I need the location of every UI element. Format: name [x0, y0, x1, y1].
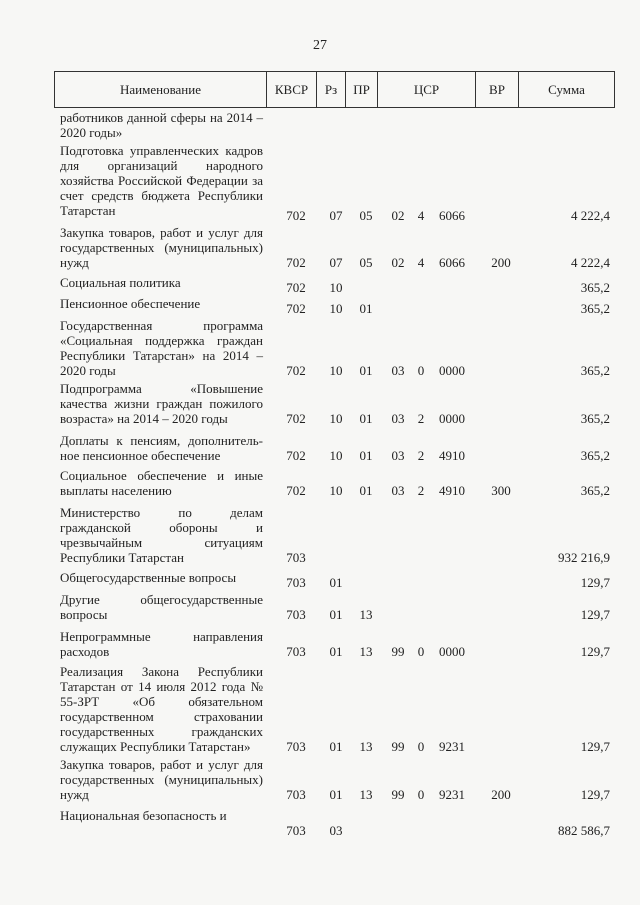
row-c3: 6066 — [439, 208, 465, 223]
row-c2: 2 — [417, 448, 425, 463]
row-name: Закупка товаров, работ и услуг для государственных (муниципальных) нужд — [60, 225, 263, 270]
row-kvsr: 703 — [286, 550, 306, 565]
row-pr: 13 — [359, 739, 373, 754]
row-sum: 365,2 — [580, 448, 610, 463]
row-name: Закупка товаров, работ и услуг для государственных (муниципальных) нужд — [60, 757, 263, 802]
row-sum: 129,7 — [580, 644, 610, 659]
header-rz: Рз — [317, 72, 346, 107]
page-number: 27 — [313, 38, 327, 53]
row-name: Министерство по делам гражданской обороны и чрезвычайным ситуациям Республики Татарстан — [60, 505, 263, 565]
row-kvsr: 702 — [286, 301, 306, 316]
table-row — [60, 664, 620, 754]
row-pr: 01 — [359, 448, 373, 463]
row-sum: 365,2 — [580, 301, 610, 316]
row-rz: 10 — [329, 363, 343, 378]
row-rz: 03 — [329, 823, 343, 838]
row-sum: 129,7 — [580, 739, 610, 754]
row-rz: 01 — [329, 575, 343, 590]
row-rz: 10 — [329, 301, 343, 316]
row-kvsr: 703 — [286, 823, 306, 838]
row-sum: 129,7 — [580, 787, 610, 802]
row-c3: 0000 — [439, 411, 465, 426]
row-kvsr: 702 — [286, 280, 306, 295]
row-rz: 01 — [329, 787, 343, 802]
row-name: Пенсионное обеспечение — [60, 296, 201, 311]
row-sum: 365,2 — [580, 363, 610, 378]
header-name: Наименование — [55, 72, 267, 107]
row-c2: 0 — [417, 787, 425, 802]
row-sum: 4 222,4 — [571, 208, 610, 223]
table-row — [60, 433, 620, 463]
row-c3: 9231 — [439, 739, 465, 754]
row-rz: 10 — [329, 483, 343, 498]
row-pr: 01 — [359, 411, 373, 426]
row-name: Реализация Закона Республики Татарстан от 14 июля 2012 года № 55-ЗРТ «Об обязательном государственном страховании государственных гражданских служащих Республики Татарстан» — [60, 664, 263, 754]
row-sum: 365,2 — [580, 280, 610, 295]
row-c1: 03 — [391, 483, 405, 498]
row-c3: 4910 — [439, 483, 465, 498]
row-sum: 882 586,7 — [558, 823, 610, 838]
table-row — [60, 592, 620, 622]
row-c3: 6066 — [439, 255, 465, 270]
row-kvsr: 703 — [286, 787, 306, 802]
row-name: Общегосударственные вопросы — [60, 570, 237, 585]
row-pr: 13 — [359, 787, 373, 802]
row-c2: 4 — [417, 255, 425, 270]
row-c1: 03 — [391, 448, 405, 463]
row-pr: 05 — [359, 255, 373, 270]
row-vr: 200 — [491, 255, 511, 270]
row-rz: 10 — [329, 411, 343, 426]
table-header — [54, 71, 615, 108]
row-c2: 2 — [417, 411, 425, 426]
row-c2: 4 — [417, 208, 425, 223]
header-vr: ВР — [476, 72, 519, 107]
row-name: Непрограммные направления расходов — [60, 629, 263, 659]
row-c1: 03 — [391, 363, 405, 378]
table-row — [60, 275, 620, 295]
row-c1: 03 — [391, 411, 405, 426]
row-rz: 10 — [329, 448, 343, 463]
row-c2: 2 — [417, 483, 425, 498]
row-rz: 01 — [329, 607, 343, 622]
row-c3: 4910 — [439, 448, 465, 463]
row-rz: 01 — [329, 739, 343, 754]
row-kvsr: 702 — [286, 208, 306, 223]
row-kvsr: 702 — [286, 483, 306, 498]
row-c1: 99 — [391, 644, 405, 659]
row-kvsr: 703 — [286, 739, 306, 754]
table-row — [60, 318, 620, 378]
table-row — [60, 381, 620, 426]
row-kvsr: 702 — [286, 255, 306, 270]
row-name: Социальная политика — [60, 275, 181, 290]
row-name: работников данной сферы на 2014 – 2020 годы» — [60, 110, 263, 140]
row-c1: 02 — [391, 255, 405, 270]
row-kvsr: 702 — [286, 448, 306, 463]
table-row — [60, 505, 620, 565]
table-row — [60, 143, 620, 223]
row-vr: 300 — [491, 483, 511, 498]
row-sum: 932 216,9 — [558, 550, 610, 565]
row-kvsr: 703 — [286, 644, 306, 659]
row-sum: 365,2 — [580, 483, 610, 498]
row-c1: 99 — [391, 787, 405, 802]
row-pr: 01 — [359, 363, 373, 378]
row-name: Другие общегосударственные вопросы — [60, 592, 263, 622]
row-sum: 129,7 — [580, 575, 610, 590]
table-row — [60, 570, 620, 590]
row-name: Подготовка управленческих кадров для организаций народного хозяйства Российской Федерации за счет средств бюджета Республики Татарстан — [60, 143, 263, 218]
row-pr: 01 — [359, 483, 373, 498]
table-row — [60, 629, 620, 659]
row-c3: 0000 — [439, 363, 465, 378]
table-row — [60, 757, 620, 802]
table-row — [60, 468, 620, 498]
row-pr: 05 — [359, 208, 373, 223]
row-pr: 13 — [359, 607, 373, 622]
row-name: Подпрограмма «Повышение качества жизни граждан пожилого возраста» на 2014 – 2020 годы — [60, 381, 263, 426]
row-kvsr: 703 — [286, 607, 306, 622]
row-name: Национальная безопасность и — [60, 808, 227, 823]
header-csr: ЦСР — [378, 72, 476, 107]
table-row — [60, 110, 620, 140]
header-kvsr: КВСР — [267, 72, 317, 107]
row-kvsr: 702 — [286, 411, 306, 426]
row-c2: 0 — [417, 644, 425, 659]
row-kvsr: 703 — [286, 575, 306, 590]
table-row — [60, 296, 620, 316]
row-c2: 0 — [417, 363, 425, 378]
row-c3: 9231 — [439, 787, 465, 802]
row-sum: 365,2 — [580, 411, 610, 426]
row-name: Государственная программа «Социальная поддержка граждан Республики Татарстан» на 2014 – 2020 годы — [60, 318, 263, 378]
row-rz: 07 — [329, 255, 343, 270]
row-c1: 99 — [391, 739, 405, 754]
row-sum: 129,7 — [580, 607, 610, 622]
row-sum: 4 222,4 — [571, 255, 610, 270]
row-rz: 10 — [329, 280, 343, 295]
table-row — [60, 225, 620, 270]
row-c1: 02 — [391, 208, 405, 223]
row-pr: 13 — [359, 644, 373, 659]
row-vr: 200 — [491, 787, 511, 802]
row-name: Доплаты к пенсиям, дополнитель-ное пенсионное обеспечение — [60, 433, 263, 463]
row-c2: 0 — [417, 739, 425, 754]
row-rz: 07 — [329, 208, 343, 223]
row-name: Социальное обеспечение и иные выплаты населению — [60, 468, 263, 498]
table-row — [60, 808, 620, 838]
row-c3: 0000 — [439, 644, 465, 659]
header-pr: ПР — [346, 72, 378, 107]
header-sum: Сумма — [548, 81, 585, 97]
row-kvsr: 702 — [286, 363, 306, 378]
row-pr: 01 — [359, 301, 373, 316]
row-rz: 01 — [329, 644, 343, 659]
